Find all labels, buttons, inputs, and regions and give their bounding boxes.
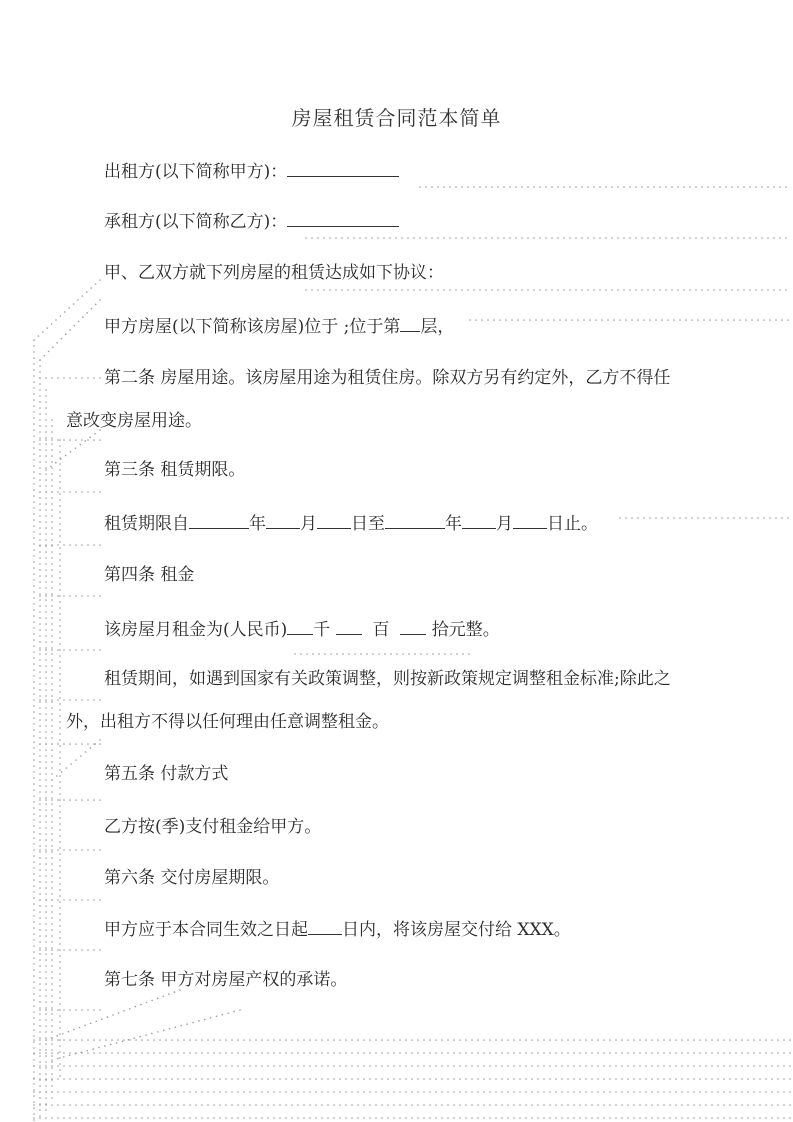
article-5-heading: 第五条 付款方式 (104, 764, 229, 784)
document-title: 房屋租赁合同范本简单 (291, 106, 502, 130)
start-day-blank[interactable] (317, 511, 351, 529)
delivery-line (104, 917, 571, 941)
lessor-blank[interactable] (287, 159, 399, 177)
location-text: 甲方房屋(以下简称该房屋)位于 ;位于第 (104, 317, 401, 337)
day-end-label: 日止。 (547, 514, 598, 534)
delivery-days-blank[interactable] (308, 917, 342, 935)
delivery-text-a: 甲方应于本合同生效之日起 (104, 920, 308, 940)
rent-adjust-line-2: 外，出租方不得以任何理由任意调整租金。 (66, 712, 389, 732)
payment-method-line: 乙方按(季)支付租金给甲方。 (104, 817, 322, 837)
start-month-blank[interactable] (266, 511, 300, 529)
rent-ten-blank[interactable] (400, 617, 426, 635)
year-label-2: 年 (445, 514, 462, 534)
lessor-line (104, 159, 399, 183)
lessee-line (104, 209, 399, 233)
rent-amount-line (104, 617, 500, 641)
lessee-label: 承租方(以下简称乙方)： (104, 212, 288, 232)
location-line (104, 314, 454, 338)
lessee-blank[interactable] (287, 209, 399, 227)
lessor-label: 出租方(以下简称甲方)： (104, 162, 288, 182)
location-floor-suffix: 层， (420, 317, 455, 337)
thousand-label: 千 (313, 620, 331, 640)
rent-adjust-line-1: 租赁期间，如遇到国家有关政策调整，则按新政策规定调整租金标准;除此之 (104, 669, 671, 689)
intro-paragraph: 甲、乙双方就下列房屋的租赁达成如下协议： (104, 263, 444, 283)
article-4-heading: 第四条 租金 (104, 565, 195, 585)
hundred-label: 百 (372, 620, 390, 640)
end-year-blank[interactable] (385, 511, 445, 529)
floor-blank[interactable] (400, 314, 420, 332)
end-month-blank[interactable] (462, 511, 496, 529)
rent-hundred-blank[interactable] (336, 617, 362, 635)
delivery-text-b: 日内，将该房屋交付给 XXX。 (342, 920, 571, 940)
lease-term-line (104, 511, 598, 535)
lease-term-from: 租赁期限自 (104, 514, 189, 534)
ten-label: 拾元整。 (431, 620, 500, 640)
article-6-heading: 第六条 交付房屋期限。 (104, 868, 280, 888)
start-year-blank[interactable] (189, 511, 249, 529)
rent-thousand-blank[interactable] (287, 617, 313, 635)
article-3-heading: 第三条 租赁期限。 (104, 460, 246, 480)
end-day-blank[interactable] (513, 511, 547, 529)
article-2-line-1: 第二条 房屋用途。该房屋用途为租赁住房。除双方另有约定外，乙方不得任 (104, 368, 671, 388)
article-2-line-2: 意改变房屋用途。 (66, 411, 202, 431)
year-label: 年 (249, 514, 266, 534)
month-label: 月 (300, 514, 317, 534)
day-to-label: 日至 (351, 514, 385, 534)
article-7-heading: 第七条 甲方对房屋产权的承诺。 (104, 970, 348, 990)
month-label-2: 月 (496, 514, 513, 534)
rent-amount-text: 该房屋月租金为(人民币) (104, 620, 288, 640)
